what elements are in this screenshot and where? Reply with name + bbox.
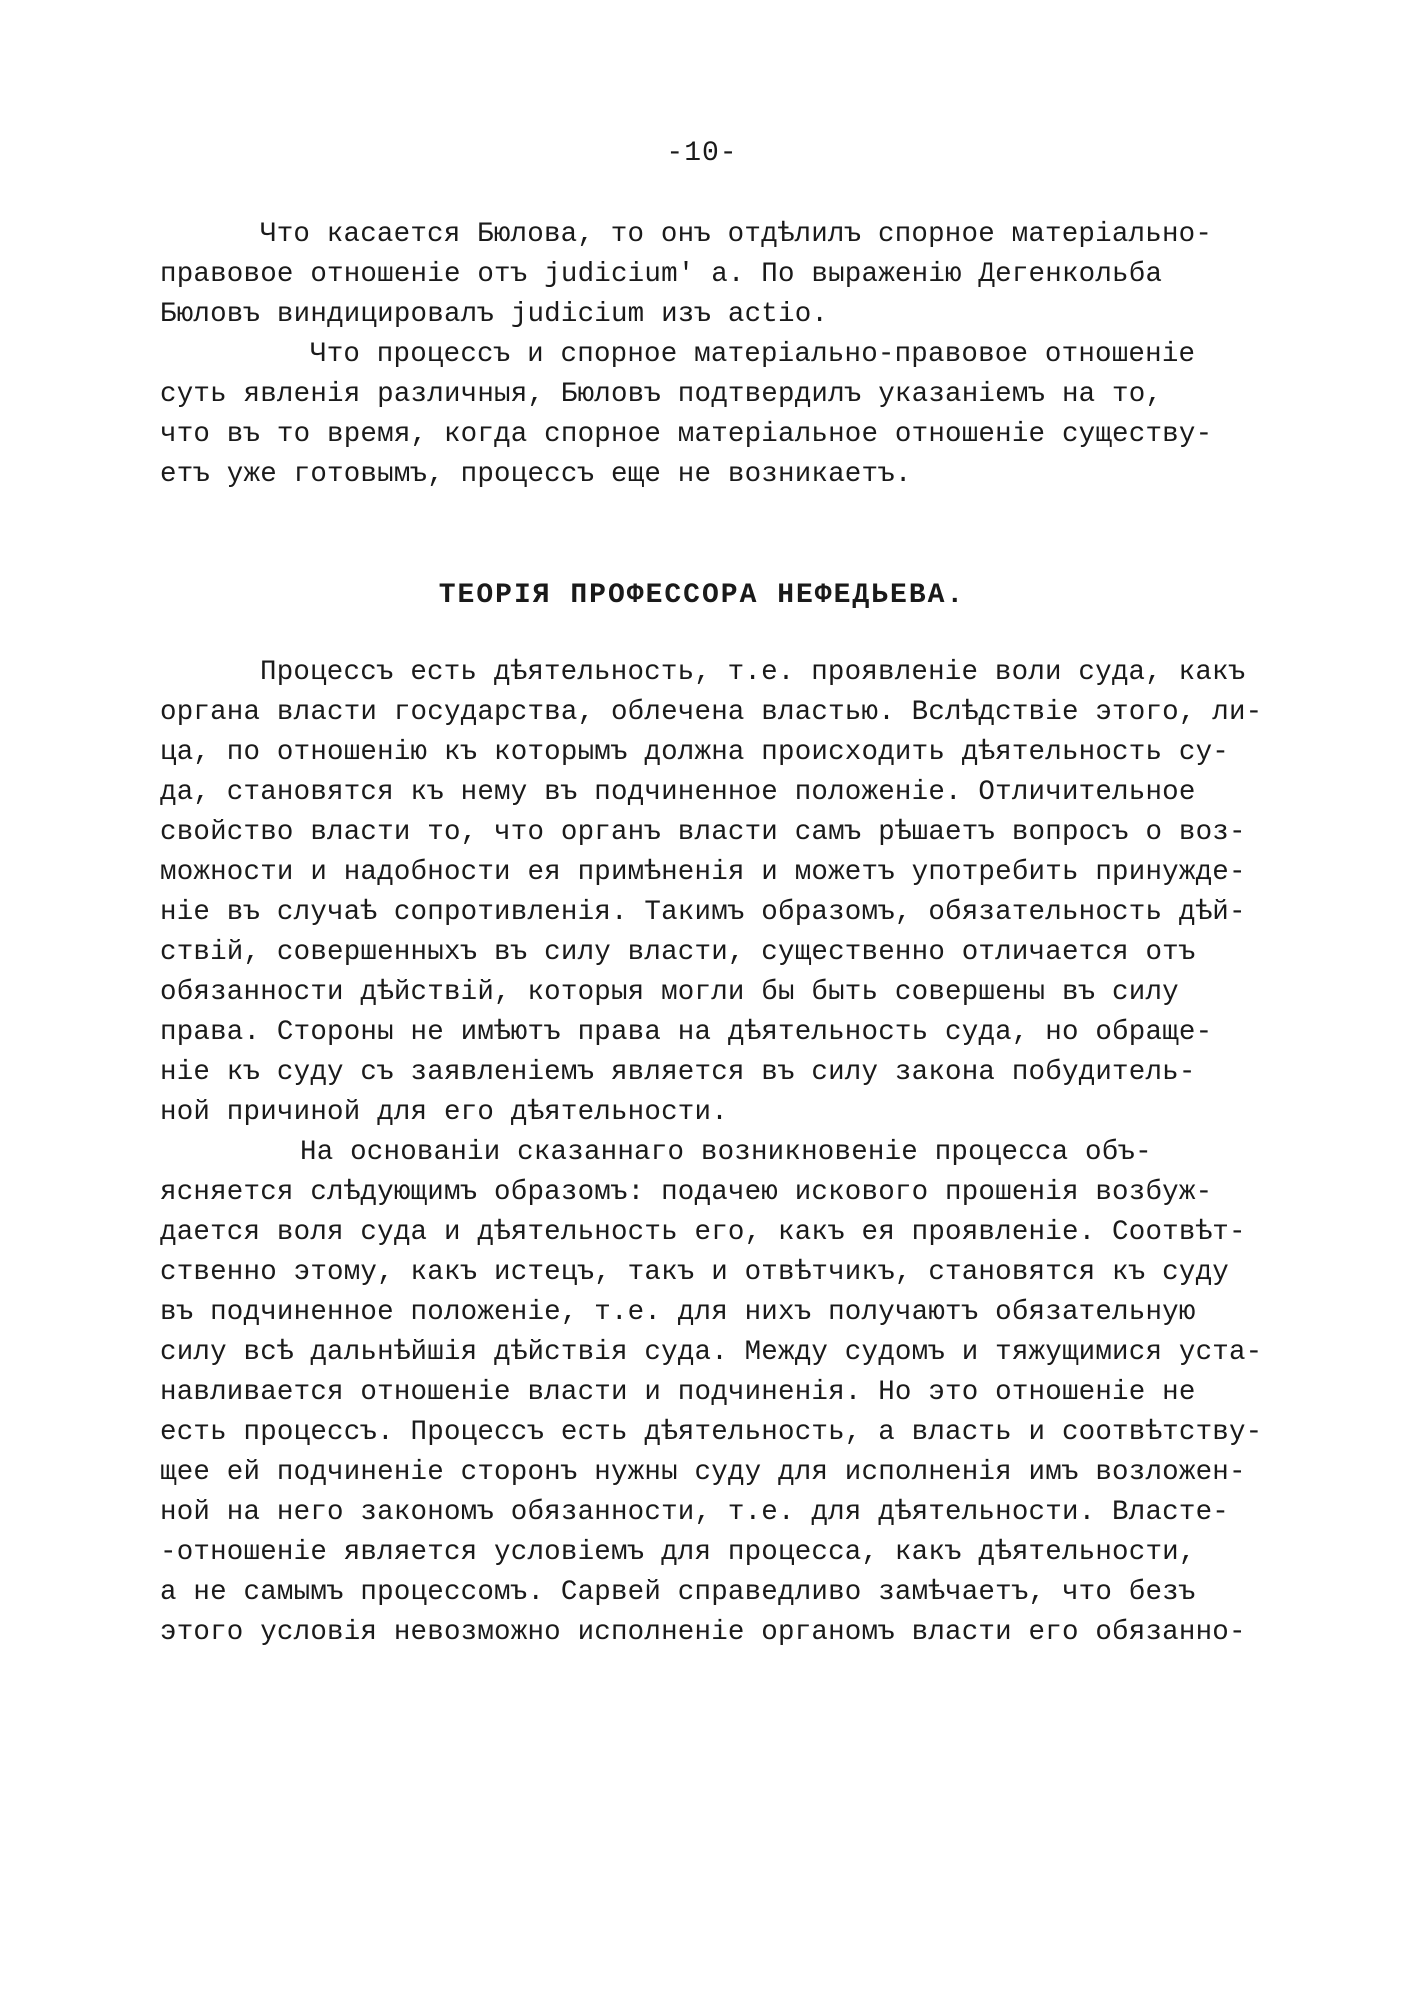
text-line: въ подчиненное положеніе, т.е. для нихъ получаютъ обязательную — [160, 1297, 1196, 1328]
text-line: можности и надобности ея примѣненія и можетъ употребить принужде- — [160, 857, 1246, 888]
text-line: На основаніи сказаннаго возникновеніе процесса объ- — [300, 1137, 1152, 1168]
text-line: правовое отношеніе отъ judicium' а. По выраженію Дегенкольба — [160, 259, 1163, 290]
text-line: свойство власти то, что органъ власти самъ рѣшаетъ вопросъ о воз- — [160, 817, 1246, 848]
text-line: права. Стороны не имѣютъ права на дѣятельность суда, но обраще- — [160, 1017, 1213, 1048]
text-line: ственно этому, какъ истецъ, такъ и отвѣтчикъ, становятся къ суду — [160, 1257, 1229, 1288]
text-line: щее ей подчиненіе сторонъ нужны суду для исполненія имъ возложен- — [160, 1457, 1246, 1488]
text-line: силу всѣ дальнѣйшія дѣйствія суда. Между судомъ и тяжущимися уста- — [160, 1337, 1263, 1368]
text-line: органа власти государства, облечена властью. Вслѣдствіе этого, ли- — [160, 697, 1263, 728]
text-line: Процессъ есть дѣятельность, т.е. проявленіе воли суда, какъ — [260, 657, 1246, 688]
intro-paragraphs — [160, 215, 1260, 495]
page-number: -10- — [666, 138, 738, 169]
section-heading: ТЕОРІЯ ПРОФЕССОРА НЕФЕДЬЕВА. — [438, 580, 966, 611]
text-line: этого условія невозможно исполненіе органомъ власти его обязанно- — [160, 1617, 1246, 1648]
text-line: ніе къ суду съ заявленіемъ является въ силу закона побудитель- — [160, 1057, 1196, 1088]
text-line: да, становятся къ нему въ подчиненное положеніе. Отличительное — [160, 777, 1196, 808]
text-line: обязанности дѣйствій, которыя могли бы быть совершены въ силу — [160, 977, 1179, 1008]
text-line: дается воля суда и дѣятельность его, какъ ея проявленіе. Соотвѣт- — [160, 1217, 1246, 1248]
text-line: етъ уже готовымъ, процессъ еще не возникаетъ. — [160, 459, 912, 490]
text-line: а не самымъ процессомъ. Сарвей справедливо замѣчаетъ, что безъ — [160, 1577, 1196, 1608]
text-line: ясняется слѣдующимъ образомъ: подачею искового прошенія возбуж- — [160, 1177, 1213, 1208]
text-line: ца, по отношенію къ которымъ должна происходить дѣятельность су- — [160, 737, 1229, 768]
text-line: суть явленія различныя, Бюловъ подтвердилъ указаніемъ на то, — [160, 379, 1163, 410]
text-line: навливается отношеніе власти и подчиненія. Но это отношеніе не — [160, 1377, 1196, 1408]
body-paragraphs — [160, 653, 1263, 1653]
text-line: Бюловъ виндицировалъ judicium изъ actio. — [160, 299, 829, 330]
text-line: ніе въ случаѣ сопротивленія. Такимъ образомъ, обязательность дѣй- — [160, 897, 1246, 928]
text-line: ствій, совершенныхъ въ силу власти, существенно отличается отъ — [160, 937, 1196, 968]
text-line: ной на него закономъ обязанности, т.е. для дѣятельности. Власте- — [160, 1497, 1229, 1528]
text-line: Что касается Бюлова, то онъ отдѣлилъ спорное матеріально- — [260, 219, 1213, 250]
text-line: есть процессъ. Процессъ есть дѣятельность, а власть и соотвѣтству- — [160, 1417, 1263, 1448]
text-line: что въ то время, когда спорное матеріальное отношеніе существу- — [160, 419, 1213, 450]
text-line: ной причиной для его дѣятельности. — [160, 1097, 728, 1128]
text-line: Что процессъ и спорное матеріально-правовое отношеніе — [310, 339, 1196, 370]
text-line: -отношеніе является условіемъ для процесса, какъ дѣятельности, — [160, 1537, 1196, 1568]
